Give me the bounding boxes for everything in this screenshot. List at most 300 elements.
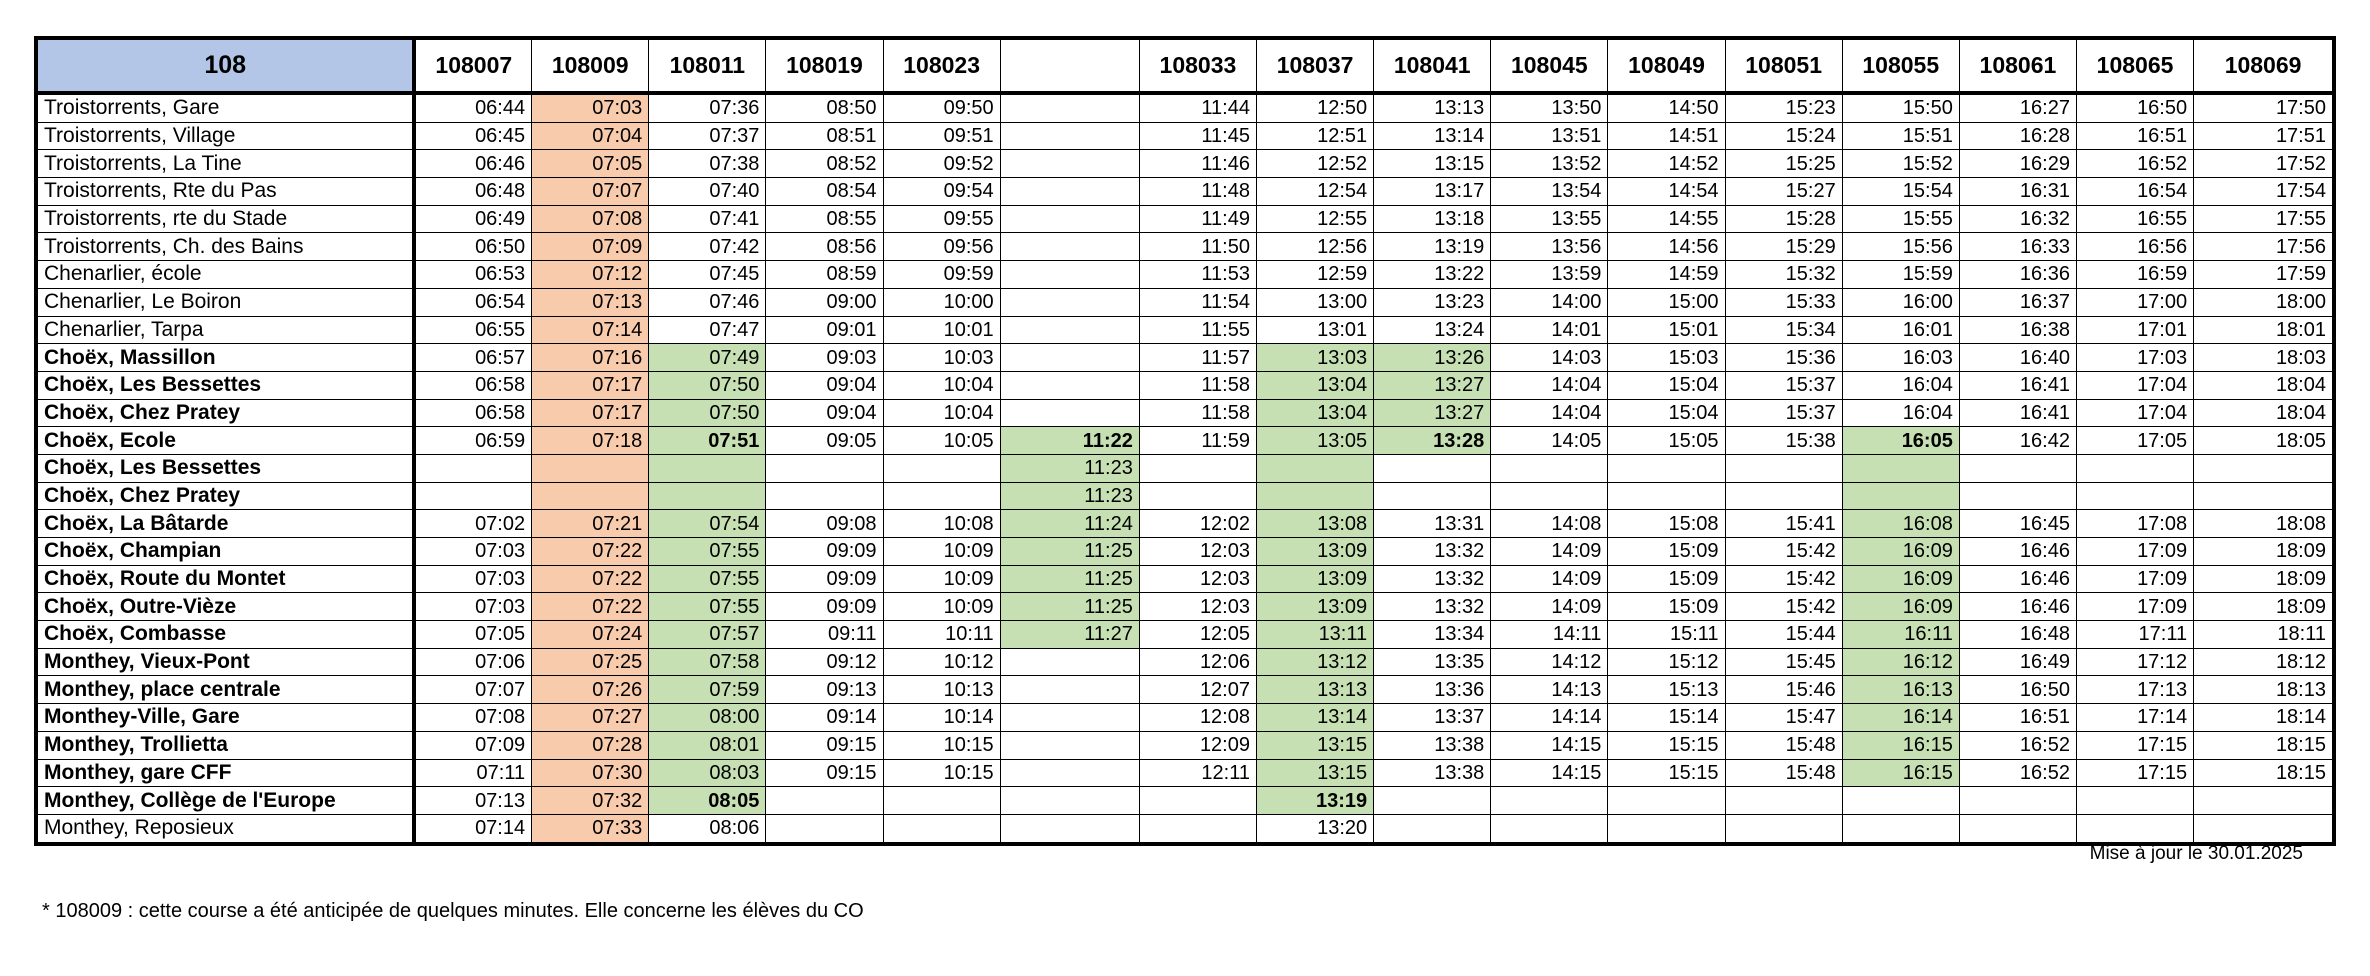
time-cell [1959, 787, 2076, 815]
table-row [36, 427, 2334, 455]
time-cell: 15:38 [1725, 427, 1842, 455]
time-cell: 15:55 [1842, 205, 1959, 233]
time-cell [1491, 454, 1608, 482]
time-cell: 11:44 [1139, 93, 1256, 122]
time-cell: 18:00 [2194, 288, 2334, 316]
time-cell: 16:51 [2076, 122, 2193, 150]
time-cell: 16:13 [1842, 676, 1959, 704]
time-cell: 17:11 [2076, 621, 2193, 649]
stop-name: Monthey, Trollietta [36, 731, 414, 759]
table-row [36, 565, 2334, 593]
time-cell: 16:09 [1842, 565, 1959, 593]
stop-name: Choëx, Les Bessettes [36, 454, 414, 482]
time-cell: 15:51 [1842, 122, 1959, 150]
time-cell: 09:04 [766, 399, 883, 427]
time-cell: 07:32 [532, 787, 649, 815]
time-cell: 16:55 [2076, 205, 2193, 233]
time-cell: 16:11 [1842, 621, 1959, 649]
time-cell: 13:15 [1374, 150, 1491, 178]
time-cell: 07:30 [532, 759, 649, 787]
time-cell: 09:59 [883, 261, 1000, 289]
time-cell: 17:09 [2076, 593, 2193, 621]
time-cell: 13:54 [1491, 178, 1608, 206]
time-cell: 16:56 [2076, 233, 2193, 261]
time-cell: 11:23 [1000, 482, 1139, 510]
time-cell: 06:59 [414, 427, 531, 455]
table-row [36, 344, 2334, 372]
time-cell: 15:09 [1608, 538, 1725, 566]
time-cell: 15:45 [1725, 648, 1842, 676]
time-cell: 18:08 [2194, 510, 2334, 538]
time-cell [2194, 814, 2334, 843]
time-cell: 15:11 [1608, 621, 1725, 649]
table-row [36, 538, 2334, 566]
time-cell: 07:03 [414, 593, 531, 621]
time-cell: 06:45 [414, 122, 531, 150]
time-cell: 12:06 [1139, 648, 1256, 676]
time-cell: 06:50 [414, 233, 531, 261]
time-cell: 06:57 [414, 344, 531, 372]
time-cell: 07:06 [414, 648, 531, 676]
time-cell: 12:05 [1139, 621, 1256, 649]
time-cell: 08:00 [649, 704, 766, 732]
time-cell: 16:01 [1842, 316, 1959, 344]
time-cell [766, 482, 883, 510]
time-cell: 08:50 [766, 93, 883, 122]
time-cell [1000, 371, 1139, 399]
time-cell: 10:00 [883, 288, 1000, 316]
time-cell [1374, 787, 1491, 815]
time-cell: 15:48 [1725, 731, 1842, 759]
time-cell: 13:22 [1374, 261, 1491, 289]
time-cell: 11:45 [1139, 122, 1256, 150]
time-cell: 18:04 [2194, 371, 2334, 399]
time-cell: 07:27 [532, 704, 649, 732]
time-cell: 09:56 [883, 233, 1000, 261]
time-cell: 15:52 [1842, 150, 1959, 178]
trip-header-108007: 108007 [414, 38, 531, 93]
time-cell: 13:13 [1374, 93, 1491, 122]
table-row [36, 482, 2334, 510]
stop-name: Troistorrents, rte du Stade [36, 205, 414, 233]
time-cell: 07:07 [414, 676, 531, 704]
time-cell: 17:04 [2076, 399, 2193, 427]
time-cell: 16:36 [1959, 261, 2076, 289]
time-cell: 14:09 [1491, 565, 1608, 593]
time-cell: 09:01 [766, 316, 883, 344]
time-cell: 07:55 [649, 593, 766, 621]
time-cell: 11:55 [1139, 316, 1256, 344]
time-cell: 16:51 [1959, 704, 2076, 732]
time-cell: 17:54 [2194, 178, 2334, 206]
stop-name: Choëx, La Bâtarde [36, 510, 414, 538]
time-cell: 07:09 [414, 731, 531, 759]
time-cell [1257, 454, 1374, 482]
time-cell: 13:08 [1257, 510, 1374, 538]
time-cell: 07:24 [532, 621, 649, 649]
time-cell: 16:09 [1842, 593, 1959, 621]
stop-name: Monthey-Ville, Gare [36, 704, 414, 732]
stop-name: Troistorrents, Gare [36, 93, 414, 122]
time-cell: 13:50 [1491, 93, 1608, 122]
time-cell: 10:14 [883, 704, 1000, 732]
time-cell: 08:01 [649, 731, 766, 759]
time-cell [1725, 454, 1842, 482]
time-cell: 16:14 [1842, 704, 1959, 732]
time-cell: 16:38 [1959, 316, 2076, 344]
time-cell [1000, 787, 1139, 815]
time-cell: 15:01 [1608, 316, 1725, 344]
trip-header-108011: 108011 [649, 38, 766, 93]
time-cell: 15:00 [1608, 288, 1725, 316]
time-cell [1374, 482, 1491, 510]
time-cell: 15:37 [1725, 371, 1842, 399]
time-cell: 07:08 [532, 205, 649, 233]
time-cell [2076, 787, 2193, 815]
time-cell: 06:53 [414, 261, 531, 289]
time-cell: 18:11 [2194, 621, 2334, 649]
time-cell: 13:51 [1491, 122, 1608, 150]
stop-name: Choëx, Chez Pratey [36, 482, 414, 510]
time-cell: 18:15 [2194, 759, 2334, 787]
time-cell: 15:42 [1725, 593, 1842, 621]
time-cell: 06:44 [414, 93, 531, 122]
time-cell [1842, 787, 1959, 815]
time-cell: 16:49 [1959, 648, 2076, 676]
stop-name: Chenarlier, école [36, 261, 414, 289]
time-cell: 16:31 [1959, 178, 2076, 206]
time-cell: 07:28 [532, 731, 649, 759]
time-cell: 07:40 [649, 178, 766, 206]
time-cell: 10:04 [883, 399, 1000, 427]
time-cell: 13:17 [1374, 178, 1491, 206]
time-cell: 09:12 [766, 648, 883, 676]
time-cell: 16:52 [1959, 759, 2076, 787]
table-row [36, 814, 2334, 843]
time-cell: 10:01 [883, 316, 1000, 344]
time-cell: 16:46 [1959, 593, 2076, 621]
time-cell: 07:55 [649, 538, 766, 566]
time-cell: 16:33 [1959, 233, 2076, 261]
time-cell: 08:52 [766, 150, 883, 178]
last-updated-note: Mise à jour le 30.01.2025 [2089, 843, 2303, 864]
table-row [36, 704, 2334, 732]
time-cell: 13:27 [1374, 371, 1491, 399]
trip-header-108009: 108009 [532, 38, 649, 93]
time-cell: 15:36 [1725, 344, 1842, 372]
time-cell: 14:04 [1491, 399, 1608, 427]
trip-header-108045: 108045 [1491, 38, 1608, 93]
time-cell: 07:03 [532, 93, 649, 122]
time-cell: 09:09 [766, 593, 883, 621]
time-cell: 18:01 [2194, 316, 2334, 344]
time-cell: 15:50 [1842, 93, 1959, 122]
time-cell: 14:52 [1608, 150, 1725, 178]
time-cell: 17:09 [2076, 565, 2193, 593]
time-cell: 07:46 [649, 288, 766, 316]
time-cell: 07:12 [532, 261, 649, 289]
time-cell: 15:29 [1725, 233, 1842, 261]
time-cell [1491, 787, 1608, 815]
table-row [36, 676, 2334, 704]
header-row [36, 38, 2334, 93]
time-cell: 07:25 [532, 648, 649, 676]
time-cell: 09:09 [766, 538, 883, 566]
trip-header-blank [1000, 38, 1139, 93]
time-cell: 17:51 [2194, 122, 2334, 150]
time-cell: 13:23 [1374, 288, 1491, 316]
time-cell [1000, 93, 1139, 122]
time-cell [1608, 454, 1725, 482]
trip-header-108049: 108049 [1608, 38, 1725, 93]
time-cell: 10:05 [883, 427, 1000, 455]
table-row [36, 371, 2334, 399]
time-cell: 12:52 [1257, 150, 1374, 178]
time-cell: 07:03 [414, 565, 531, 593]
time-cell: 14:03 [1491, 344, 1608, 372]
footnote: * 108009 : cette course a été anticipée de quelques minutes. Elle concerne les élèves du CO [42, 900, 864, 922]
time-cell: 15:42 [1725, 538, 1842, 566]
time-cell [883, 482, 1000, 510]
time-cell: 15:13 [1608, 676, 1725, 704]
table-row [36, 316, 2334, 344]
time-cell [1000, 648, 1139, 676]
trip-header-108061: 108061 [1959, 38, 2076, 93]
time-cell: 07:21 [532, 510, 649, 538]
time-cell: 13:38 [1374, 759, 1491, 787]
time-cell [532, 454, 649, 482]
time-cell: 16:41 [1959, 371, 2076, 399]
stop-name: Chenarlier, Le Boiron [36, 288, 414, 316]
time-cell: 07:26 [532, 676, 649, 704]
time-cell: 15:04 [1608, 399, 1725, 427]
time-cell [1000, 288, 1139, 316]
time-cell: 07:05 [414, 621, 531, 649]
time-cell: 07:02 [414, 510, 531, 538]
stop-name: Choëx, Les Bessettes [36, 371, 414, 399]
time-cell: 16:54 [2076, 178, 2193, 206]
time-cell [1725, 814, 1842, 843]
time-cell: 15:23 [1725, 93, 1842, 122]
stop-name: Troistorrents, Ch. des Bains [36, 233, 414, 261]
time-cell [532, 482, 649, 510]
time-cell: 16:15 [1842, 759, 1959, 787]
stop-name: Monthey, Reposieux [36, 814, 414, 843]
time-cell: 07:05 [532, 150, 649, 178]
line-number-header: 108 [36, 38, 414, 93]
timetable-body [36, 93, 2334, 844]
time-cell [1000, 205, 1139, 233]
time-cell: 08:51 [766, 122, 883, 150]
time-cell: 12:51 [1257, 122, 1374, 150]
time-cell: 13:14 [1374, 122, 1491, 150]
time-cell [2076, 814, 2193, 843]
time-cell: 17:05 [2076, 427, 2193, 455]
time-cell: 15:41 [1725, 510, 1842, 538]
time-cell [1000, 233, 1139, 261]
time-cell [1491, 482, 1608, 510]
time-cell: 13:09 [1257, 593, 1374, 621]
time-cell: 13:19 [1257, 787, 1374, 815]
time-cell: 13:13 [1257, 676, 1374, 704]
time-cell: 13:24 [1374, 316, 1491, 344]
time-cell: 07:51 [649, 427, 766, 455]
time-cell: 17:08 [2076, 510, 2193, 538]
time-cell: 09:08 [766, 510, 883, 538]
time-cell: 15:09 [1608, 565, 1725, 593]
time-cell [1000, 731, 1139, 759]
time-cell: 13:26 [1374, 344, 1491, 372]
trip-header-108023: 108023 [883, 38, 1000, 93]
time-cell: 16:15 [1842, 731, 1959, 759]
time-cell: 16:59 [2076, 261, 2193, 289]
time-cell [1000, 122, 1139, 150]
time-cell: 06:55 [414, 316, 531, 344]
time-cell: 18:09 [2194, 538, 2334, 566]
time-cell: 09:54 [883, 178, 1000, 206]
time-cell: 17:15 [2076, 731, 2193, 759]
trip-header-108051: 108051 [1725, 38, 1842, 93]
time-cell: 10:11 [883, 621, 1000, 649]
time-cell: 09:03 [766, 344, 883, 372]
time-cell: 07:03 [414, 538, 531, 566]
stop-name: Troistorrents, Village [36, 122, 414, 150]
time-cell: 13:09 [1257, 565, 1374, 593]
time-cell: 15:08 [1608, 510, 1725, 538]
time-cell: 06:58 [414, 399, 531, 427]
time-cell: 10:13 [883, 676, 1000, 704]
time-cell [766, 454, 883, 482]
time-cell [1491, 814, 1608, 843]
time-cell [1608, 482, 1725, 510]
time-cell [1000, 261, 1139, 289]
time-cell [2194, 454, 2334, 482]
time-cell: 14:09 [1491, 538, 1608, 566]
time-cell: 17:55 [2194, 205, 2334, 233]
time-cell: 08:54 [766, 178, 883, 206]
time-cell: 16:40 [1959, 344, 2076, 372]
time-cell: 11:27 [1000, 621, 1139, 649]
time-cell: 13:31 [1374, 510, 1491, 538]
time-cell: 14:50 [1608, 93, 1725, 122]
time-cell: 09:11 [766, 621, 883, 649]
time-cell: 13:32 [1374, 538, 1491, 566]
trip-header-108055: 108055 [1842, 38, 1959, 93]
table-row [36, 510, 2334, 538]
time-cell: 15:54 [1842, 178, 1959, 206]
time-cell: 13:00 [1257, 288, 1374, 316]
time-cell: 11:50 [1139, 233, 1256, 261]
time-cell: 16:12 [1842, 648, 1959, 676]
time-cell: 13:15 [1257, 731, 1374, 759]
time-cell: 18:13 [2194, 676, 2334, 704]
trip-header-108065: 108065 [2076, 38, 2193, 93]
time-cell: 16:32 [1959, 205, 2076, 233]
time-cell: 06:49 [414, 205, 531, 233]
time-cell: 16:50 [1959, 676, 2076, 704]
time-cell: 07:57 [649, 621, 766, 649]
time-cell: 12:03 [1139, 565, 1256, 593]
time-cell: 07:41 [649, 205, 766, 233]
time-cell: 08:55 [766, 205, 883, 233]
table-row [36, 648, 2334, 676]
time-cell: 16:29 [1959, 150, 2076, 178]
time-cell [1842, 454, 1959, 482]
table-row [36, 759, 2334, 787]
time-cell: 15:12 [1608, 648, 1725, 676]
time-cell: 07:49 [649, 344, 766, 372]
time-cell: 12:55 [1257, 205, 1374, 233]
time-cell: 14:56 [1608, 233, 1725, 261]
time-cell [1374, 454, 1491, 482]
time-cell: 11:58 [1139, 371, 1256, 399]
time-cell: 07:22 [532, 593, 649, 621]
time-cell: 13:35 [1374, 648, 1491, 676]
timetable [34, 36, 2336, 846]
time-cell: 07:11 [414, 759, 531, 787]
time-cell: 07:17 [532, 399, 649, 427]
time-cell: 08:03 [649, 759, 766, 787]
time-cell: 14:15 [1491, 731, 1608, 759]
time-cell: 15:27 [1725, 178, 1842, 206]
time-cell: 14:11 [1491, 621, 1608, 649]
stop-name: Choëx, Route du Montet [36, 565, 414, 593]
time-cell: 17:01 [2076, 316, 2193, 344]
time-cell: 07:22 [532, 565, 649, 593]
stop-name: Monthey, place centrale [36, 676, 414, 704]
trip-header-108069: 108069 [2194, 38, 2334, 93]
time-cell: 11:58 [1139, 399, 1256, 427]
time-cell: 10:03 [883, 344, 1000, 372]
time-cell: 17:59 [2194, 261, 2334, 289]
time-cell: 13:28 [1374, 427, 1491, 455]
stop-name: Troistorrents, La Tine [36, 150, 414, 178]
time-cell: 10:09 [883, 593, 1000, 621]
time-cell: 15:59 [1842, 261, 1959, 289]
time-cell: 17:03 [2076, 344, 2193, 372]
time-cell: 16:46 [1959, 565, 2076, 593]
time-cell: 13:36 [1374, 676, 1491, 704]
time-cell: 16:52 [1959, 731, 2076, 759]
time-cell [1959, 482, 2076, 510]
time-cell [766, 814, 883, 843]
time-cell [1000, 344, 1139, 372]
time-cell [649, 454, 766, 482]
time-cell: 06:54 [414, 288, 531, 316]
time-cell: 07:58 [649, 648, 766, 676]
stop-name: Monthey, Vieux-Pont [36, 648, 414, 676]
time-cell: 16:08 [1842, 510, 1959, 538]
time-cell [2194, 482, 2334, 510]
time-cell: 13:09 [1257, 538, 1374, 566]
table-row [36, 205, 2334, 233]
table-row [36, 233, 2334, 261]
time-cell [1000, 150, 1139, 178]
time-cell: 07:50 [649, 399, 766, 427]
time-cell: 11:25 [1000, 593, 1139, 621]
table-row [36, 454, 2334, 482]
time-cell [1959, 454, 2076, 482]
time-cell: 09:50 [883, 93, 1000, 122]
time-cell [1000, 814, 1139, 843]
trip-header-108041: 108041 [1374, 38, 1491, 93]
time-cell: 07:14 [532, 316, 649, 344]
time-cell [414, 482, 531, 510]
time-cell: 09:15 [766, 759, 883, 787]
time-cell: 11:49 [1139, 205, 1256, 233]
time-cell: 17:56 [2194, 233, 2334, 261]
time-cell: 17:12 [2076, 648, 2193, 676]
